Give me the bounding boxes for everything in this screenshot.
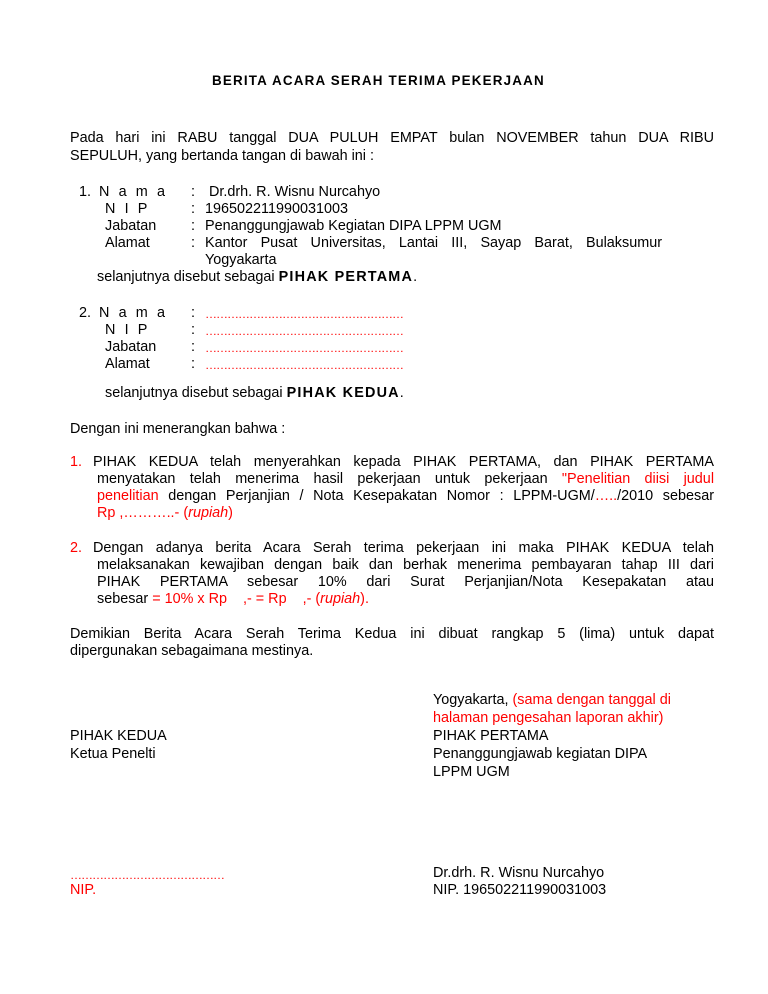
point1-line-1: PIHAK KEDUA telah menyerahkan kepada PIHAK PERTAMA, dan PIHAK PERTAMA bbox=[93, 454, 714, 470]
contract-number-blank[interactable]: ….. bbox=[594, 488, 618, 504]
point1-amount bbox=[97, 505, 233, 522]
signature-left-title: Ketua Penelti bbox=[70, 746, 156, 762]
signature-right-title: Penanggungjawab kegiatan DIPA bbox=[433, 746, 648, 762]
closing-line-1: Demikian Berita Acara Serah Terima Kedua ini dibuat rangkap 5 (lima) untuk dapat bbox=[70, 626, 714, 642]
designation-suffix: . bbox=[399, 385, 404, 401]
signature-right-role: PIHAK PERTAMA bbox=[433, 728, 549, 744]
colon: : bbox=[191, 322, 195, 338]
party2-alamat-blank[interactable]: ……………………………………………… bbox=[205, 358, 403, 372]
point2-line-4-text: sebesar bbox=[97, 591, 149, 607]
party1-nip-value: 196502211990031003 bbox=[205, 201, 348, 217]
signature-right-nip: NIP. 196502211990031003 bbox=[433, 882, 607, 898]
point1-number: 1. bbox=[70, 454, 83, 470]
signature-left-name-blank[interactable]: …………………………………… bbox=[70, 868, 224, 882]
point2-line-4 bbox=[97, 591, 369, 608]
closing-line-2: dipergunakan sebagaimana mestinya. bbox=[70, 643, 314, 659]
colon: : bbox=[191, 305, 195, 321]
point2-line-3: PIHAK PERTAMA sebesar 10% dari Surat Perjanjian/Nota Kesepakatan atau bbox=[97, 574, 714, 590]
designation-suffix: . bbox=[413, 269, 418, 285]
designation-pihak-kedua: PIHAK KEDUA bbox=[286, 385, 400, 401]
payment-close: ). bbox=[360, 591, 369, 607]
point1-line-2 bbox=[97, 471, 714, 489]
signature-right-name: Dr.drh. R. Wisnu Nurcahyo bbox=[433, 865, 605, 881]
designation-prefix: selanjutnya disebut sebagai bbox=[105, 385, 283, 401]
party2-nama-blank[interactable]: ……………………………………………… bbox=[205, 307, 403, 321]
point1-line-3-end: /2010 sebesar bbox=[617, 488, 714, 504]
colon: : bbox=[191, 356, 195, 372]
party1-label-alamat: Alamat bbox=[105, 235, 150, 251]
party1-label-nama: N a m a bbox=[99, 184, 168, 200]
party1-label-jabatan: Jabatan bbox=[105, 218, 157, 234]
party1-nama-value: Dr.drh. R. Wisnu Nurcahyo bbox=[209, 184, 381, 200]
party1-alamat-city: Yogyakarta bbox=[205, 252, 277, 268]
point1-line-2-text: menyatakan telah menerima hasil pekerjaan untuk pekerjaan bbox=[97, 471, 548, 487]
document-title: BERITA ACARA SERAH TERIMA PEKERJAAN bbox=[212, 73, 545, 88]
colon: : bbox=[191, 201, 195, 217]
point2-line-2: melaksanakan kewajiban dengan baik dan berhak menerima pembayaran tahap III dari bbox=[97, 557, 714, 573]
designation-pihak-pertama: PIHAK PERTAMA bbox=[278, 269, 414, 285]
point2-line-1: Dengan adanya berita Acara Serah terima pekerjaan ini maka PIHAK KEDUA telah bbox=[93, 540, 714, 556]
amount-rp: Rp ,………..- ( bbox=[97, 505, 189, 521]
party2-label-jabatan: Jabatan bbox=[105, 339, 157, 355]
colon: : bbox=[191, 235, 195, 251]
point1-line-3 bbox=[97, 488, 714, 506]
party2-label-nip: N I P bbox=[105, 322, 150, 338]
signature-place: Yogyakarta, bbox=[433, 692, 509, 708]
intro-line-1: Pada hari ini RABU tanggal DUA PULUH EMPAT bulan NOVEMBER tahun DUA RIBU bbox=[70, 130, 714, 146]
signature-left-role: PIHAK KEDUA bbox=[70, 728, 167, 744]
point2-number: 2. bbox=[70, 540, 83, 556]
colon: : bbox=[191, 218, 195, 234]
party1-alamat-value: Kantor Pusat Universitas, Lantai III, Sayap Barat, Bulaksumur bbox=[205, 235, 662, 251]
payment-formula: = 10% x Rp ,- = Rp ,- ( bbox=[152, 591, 321, 607]
colon: : bbox=[191, 184, 195, 200]
payment-rupiah: rupiah bbox=[320, 591, 361, 607]
signature-date-note: (sama dengan tanggal di bbox=[512, 692, 671, 708]
amount-rupiah: rupiah bbox=[188, 505, 229, 521]
signature-right-title-2: LPPM UGM bbox=[433, 764, 510, 780]
research-title-placeholder-end: penelitian bbox=[97, 488, 159, 504]
party1-number: 1. bbox=[79, 184, 92, 200]
party2-designation bbox=[105, 385, 404, 402]
party2-label-alamat: Alamat bbox=[105, 356, 150, 372]
signature-date-note-2: halaman pengesahan laporan akhir) bbox=[433, 710, 664, 726]
signature-place-date bbox=[433, 692, 671, 709]
party2-nip-blank[interactable]: ……………………………………………… bbox=[205, 324, 403, 338]
party2-label-nama: N a m a bbox=[99, 305, 168, 321]
statement-heading: Dengan ini menerangkan bahwa : bbox=[70, 421, 286, 437]
intro-line-2: SEPULUH, yang bertanda tangan di bawah ini : bbox=[70, 148, 374, 164]
party2-number: 2. bbox=[79, 305, 92, 321]
signature-left-nip: NIP. bbox=[70, 882, 97, 898]
amount-close: ) bbox=[228, 505, 233, 521]
party1-designation bbox=[97, 269, 417, 286]
research-title-placeholder: "Penelitian diisi judul bbox=[561, 471, 715, 487]
party2-jabatan-blank[interactable]: ……………………………………………… bbox=[205, 341, 403, 355]
colon: : bbox=[191, 339, 195, 355]
party1-label-nip: N I P bbox=[105, 201, 150, 217]
party1-jabatan-value: Penanggungjawab Kegiatan DIPA LPPM UGM bbox=[205, 218, 502, 234]
point1-line-3-text: dengan Perjanjian / Nota Kesepakatan Nomor : LPPM-UGM/ bbox=[168, 488, 595, 504]
designation-prefix: selanjutnya disebut sebagai bbox=[97, 269, 275, 285]
